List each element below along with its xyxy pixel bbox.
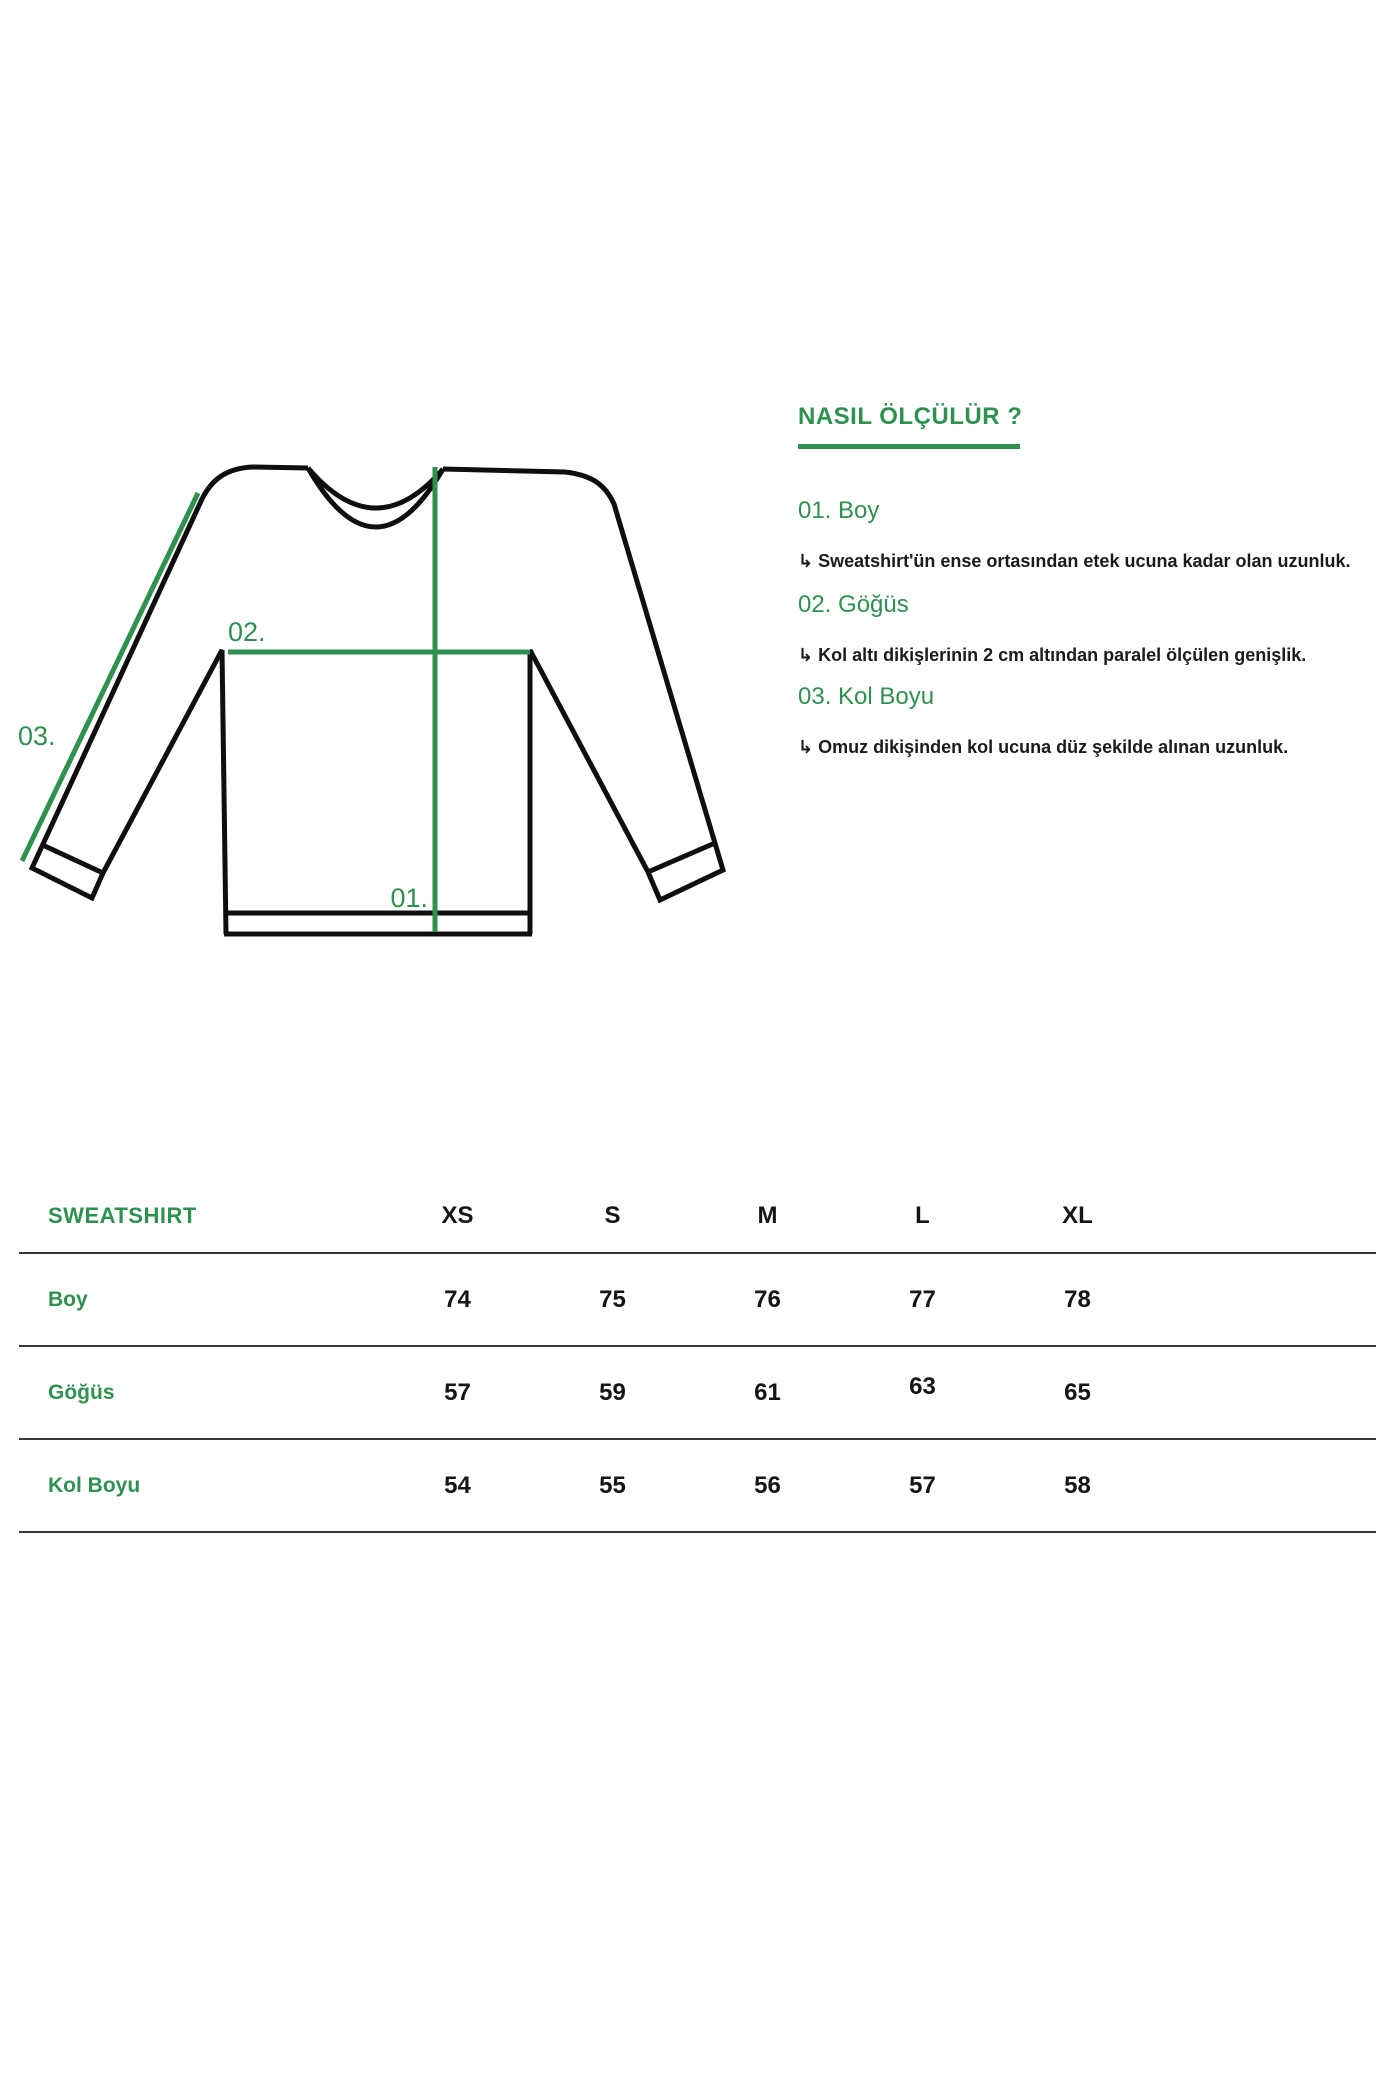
right-cuff-band-line (648, 843, 715, 872)
size-header-xl: XL (1062, 1202, 1093, 1229)
section-label-gogus: 02. Göğüs (798, 591, 909, 618)
left-cuff-band-line (43, 845, 103, 873)
boy-s: 75 (599, 1285, 626, 1313)
gogus-l: 63 (909, 1372, 936, 1400)
table-row-boy (19, 1254, 1376, 1347)
table-row-gogus (19, 1347, 1376, 1440)
section-desc-boy: ↳ Sweatshirt'ün ense ortasından etek ucuna kadar olan uzunluk. (798, 551, 1351, 571)
gogus-xs: 57 (444, 1378, 471, 1406)
boy-xl: 78 (1064, 1285, 1091, 1313)
kol-boyu-xl: 58 (1064, 1471, 1091, 1499)
sleeve-measure-label: 03. (18, 721, 56, 751)
table-row-kol-boyu (19, 1440, 1376, 1533)
boy-xs: 74 (444, 1285, 471, 1313)
sweatshirt-diagram (10, 420, 750, 1000)
row-label-gogus: Göğüs (48, 1380, 115, 1404)
collar-outer-arc (308, 468, 443, 527)
product-name: SWEATSHIRT (48, 1203, 197, 1228)
kol-boyu-m: 56 (754, 1471, 781, 1499)
size-header-m: M (757, 1202, 778, 1229)
row-label-boy: Boy (48, 1287, 88, 1311)
gogus-xl: 65 (1064, 1378, 1091, 1406)
kol-boyu-s: 55 (599, 1471, 626, 1499)
gogus-s: 59 (599, 1378, 626, 1406)
length-measure-label: 01. (390, 883, 428, 913)
size-header-s: S (604, 1202, 621, 1229)
chest-measure-label: 02. (228, 617, 266, 647)
sleeve-measure-line (22, 493, 198, 861)
section-label-boy: 01. Boy (798, 497, 880, 524)
title-underline (798, 444, 1020, 449)
kol-boyu-xs: 54 (444, 1471, 471, 1499)
size-table-header-row (19, 1180, 1376, 1254)
gogus-m: 61 (754, 1378, 781, 1406)
sweatshirt-outline (32, 467, 723, 934)
boy-l: 77 (909, 1285, 936, 1313)
how-to-measure-title: NASIL ÖLÇÜLÜR ? (798, 403, 1023, 430)
section-label-kol-boyu: 03. Kol Boyu (798, 683, 935, 710)
kol-boyu-l: 57 (909, 1471, 936, 1499)
measurement-lines (22, 467, 530, 932)
size-table (19, 1180, 1376, 1533)
size-header-l: L (915, 1202, 930, 1229)
boy-m: 76 (754, 1285, 781, 1313)
section-desc-gogus: ↳ Kol altı dikişlerinin 2 cm altından paralel ölçülen genişlik. (798, 645, 1307, 665)
size-header-xs: XS (441, 1202, 474, 1229)
right-sleeve-outline (443, 469, 723, 934)
section-desc-kol-boyu: ↳ Omuz dikişinden kol ucuna düz şekilde alınan uzunluk. (798, 737, 1289, 757)
row-label-kol-boyu: Kol Boyu (48, 1473, 141, 1497)
left-sleeve-outline (32, 467, 308, 934)
